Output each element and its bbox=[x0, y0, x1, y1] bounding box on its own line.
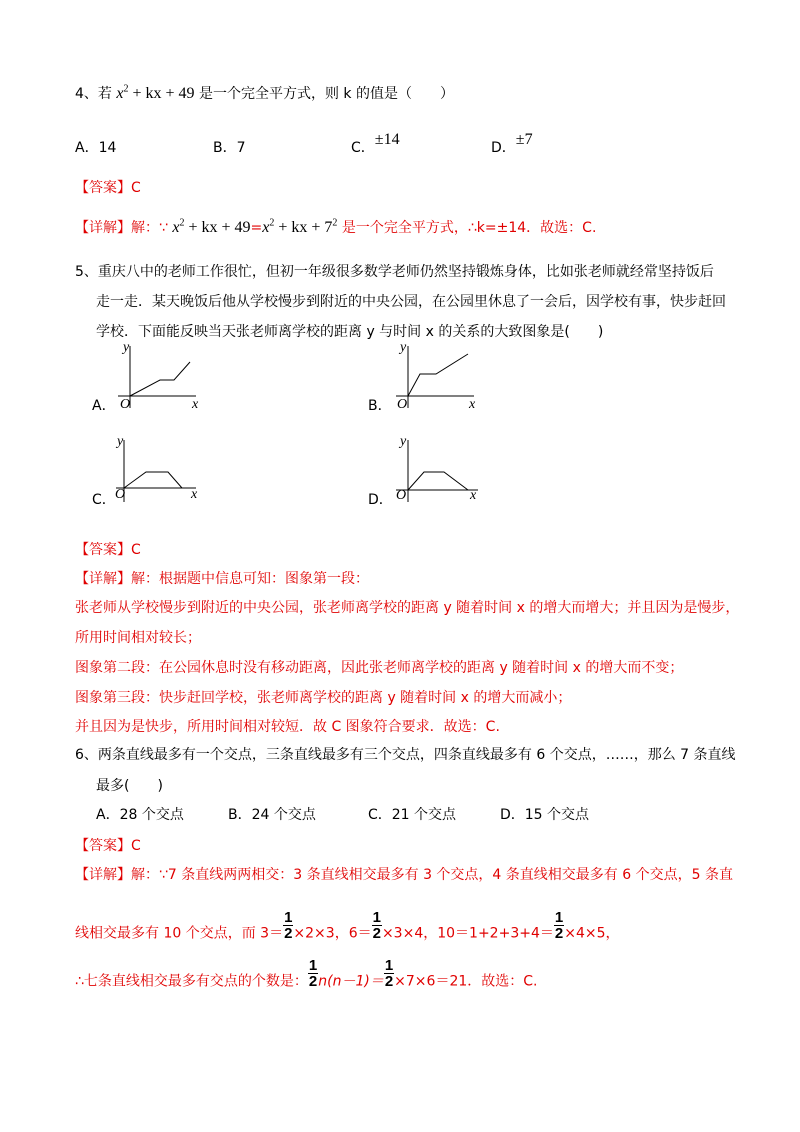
q6-detail-line1: 【详解】解：∵7 条直线两两相交：3 条直线相交最多有 3 个交点，4 条直线相交最多有 6 个交点，5 条直 bbox=[75, 867, 733, 883]
q5-stem-line3: 学校．下面能反映当天张老师离学校的距离 y 与时间 x 的关系的大致图象是( ) bbox=[96, 324, 604, 340]
q4-suffix: 是一个完全平方式，则 k 的值是（ ） bbox=[198, 86, 454, 102]
because-symbol: ∵ bbox=[159, 220, 168, 236]
fraction-half bbox=[283, 910, 293, 941]
q5-graph-b-origin: O bbox=[397, 397, 408, 412]
q6-stem-line2: 最多( ) bbox=[96, 778, 163, 794]
q5-graph-d-x: x bbox=[470, 488, 477, 503]
q4-expr-x: x bbox=[116, 85, 124, 102]
q4-option-c[interactable] bbox=[351, 131, 400, 158]
q5-detail-line3: 所用时间相对较长； bbox=[75, 630, 201, 646]
q6-option-b[interactable]: B．24 个交点 bbox=[228, 807, 316, 823]
fraction-half bbox=[372, 910, 382, 941]
q4-option-b[interactable]: B．7 bbox=[213, 140, 246, 156]
frac-num: 1 bbox=[384, 957, 394, 974]
q5-detail-line6: 并且因为是快步，所用时间相对较短．故 C 图象符合要求．故选：C. bbox=[75, 719, 500, 735]
q5-graph-d-y: y bbox=[400, 434, 407, 449]
q5-graph-c-origin: O bbox=[115, 487, 126, 502]
q4-detail-text: 是一个完全平方式，∴k=±14．故选：C. bbox=[341, 220, 597, 236]
q6-detail2-a: 线相交最多有 10 个交点，而 3＝ bbox=[75, 925, 284, 942]
q4-answer: 【答案】C bbox=[75, 180, 141, 196]
q5-option-c-label[interactable]: C． bbox=[92, 492, 116, 508]
q5-stem-line2: 走一走．某天晚饭后他从学校慢步到附近的中央公园，在公园里休息了一会后，因学校有事，快步赶回 bbox=[96, 294, 726, 310]
q4-option-d-value: ±7 bbox=[515, 131, 533, 148]
frac-den: 2 bbox=[308, 973, 318, 990]
q5-graph-b-y: y bbox=[400, 340, 407, 355]
q5-option-b-label[interactable]: B． bbox=[368, 398, 392, 414]
q4-detail-expr1-rest: + kx + 49 bbox=[188, 219, 251, 236]
fraction-half bbox=[308, 958, 318, 989]
q4-detail-expr2: $x^2$ + kx + $7^2$ bbox=[262, 217, 338, 236]
q4-option-d[interactable] bbox=[491, 131, 533, 158]
q6-detail2-d: ×4×5， bbox=[564, 925, 620, 942]
q4-detail-expr1-x: x bbox=[172, 219, 180, 236]
q4-detail-expr2-rest: + kx + 7 bbox=[278, 219, 333, 236]
q5-graph-b-x: x bbox=[469, 397, 476, 412]
q6-detail-line3 bbox=[75, 957, 538, 997]
q4-expr: $x^2$ + kx + 49 bbox=[116, 83, 195, 102]
q4-option-c-value: ±14 bbox=[374, 131, 400, 148]
q5-graph-c-y: y bbox=[117, 434, 124, 449]
q6-detail3-b: n(n－1)＝ bbox=[318, 973, 384, 990]
q6-detail-line2 bbox=[75, 909, 620, 949]
frac-den: 2 bbox=[554, 925, 564, 942]
q5-detail-line2: 张老师从学校慢步到附近的中央公园，张老师离学校的距离 y 随着时间 x 的增大而增大；并且因为是慢步， bbox=[75, 600, 740, 616]
q5-detail-line4: 图象第二段：在公园休息时没有移动距离，因此张老师离学校的距离 y 随着时间 x 的增大而不变； bbox=[75, 660, 684, 676]
q5-graph-a-y: y bbox=[123, 340, 130, 355]
q4-option-a[interactable]: A．14 bbox=[75, 140, 117, 156]
q6-detail2-b: ×2×3，6＝ bbox=[293, 925, 372, 942]
q4-prefix: 4、若 bbox=[75, 86, 112, 102]
q5-graph-c-x: x bbox=[191, 487, 198, 502]
q4-detail-eq: = bbox=[250, 220, 263, 236]
frac-num: 1 bbox=[284, 909, 293, 926]
q6-option-a[interactable]: A．28 个交点 bbox=[96, 807, 184, 823]
q4-detail-expr1: $x^2$ + kx + 49 bbox=[172, 217, 251, 236]
fraction-half bbox=[384, 958, 394, 989]
q4-stem bbox=[75, 84, 454, 104]
q5-stem-line1: 5、重庆八中的老师工作很忙，但初一年级很多数学老师仍然坚持锻炼身体，比如张老师就经常坚持饭后 bbox=[75, 264, 714, 280]
frac-num: 1 bbox=[372, 909, 381, 926]
q6-detail2-c: ×3×4，10＝1+2+3+4＝ bbox=[381, 925, 554, 942]
q6-answer: 【答案】C bbox=[75, 838, 141, 854]
q4-detail-expr2-x: x bbox=[262, 219, 270, 236]
frac-den: 2 bbox=[372, 925, 381, 942]
q5-graph-a-origin: O bbox=[120, 397, 131, 412]
q5-graph-d-origin: O bbox=[396, 488, 407, 503]
q5-option-d-label[interactable]: D． bbox=[368, 492, 393, 508]
q5-detail-line5: 图象第三段：快步赶回学校，张老师离学校的距离 y 随着时间 x 的增大而减小； bbox=[75, 690, 572, 706]
q4-detail bbox=[75, 218, 596, 238]
q5-graph-a-x: x bbox=[192, 397, 199, 412]
frac-num: 1 bbox=[308, 957, 318, 974]
q4-expr-rest: + kx + 49 bbox=[132, 85, 195, 102]
frac-num: 1 bbox=[554, 909, 564, 926]
q6-detail3-a: ∴七条直线相交最多有交点的个数是： bbox=[75, 973, 308, 990]
q5-detail-line1: 【详解】解：根据题中信息可知：图象第一段： bbox=[75, 571, 369, 587]
q6-option-d[interactable]: D．15 个交点 bbox=[500, 807, 590, 823]
q5-option-a-label[interactable]: A． bbox=[92, 398, 116, 414]
frac-den: 2 bbox=[284, 925, 293, 942]
q4-option-c-label: C． bbox=[351, 140, 375, 156]
q6-stem-line1: 6、两条直线最多有一个交点，三条直线最多有三个交点，四条直线最多有 6 个交点，……，那么 7 条直线 bbox=[75, 747, 736, 763]
q4-detail-tag: 【详解】解： bbox=[75, 220, 159, 236]
q4-option-d-label: D． bbox=[491, 140, 516, 156]
q6-option-c[interactable]: C．21 个交点 bbox=[368, 807, 457, 823]
fraction-half bbox=[554, 910, 564, 941]
q6-detail3-c: ×7×6＝21．故选：C. bbox=[394, 973, 538, 990]
frac-den: 2 bbox=[384, 973, 394, 990]
q5-answer: 【答案】C bbox=[75, 542, 141, 558]
